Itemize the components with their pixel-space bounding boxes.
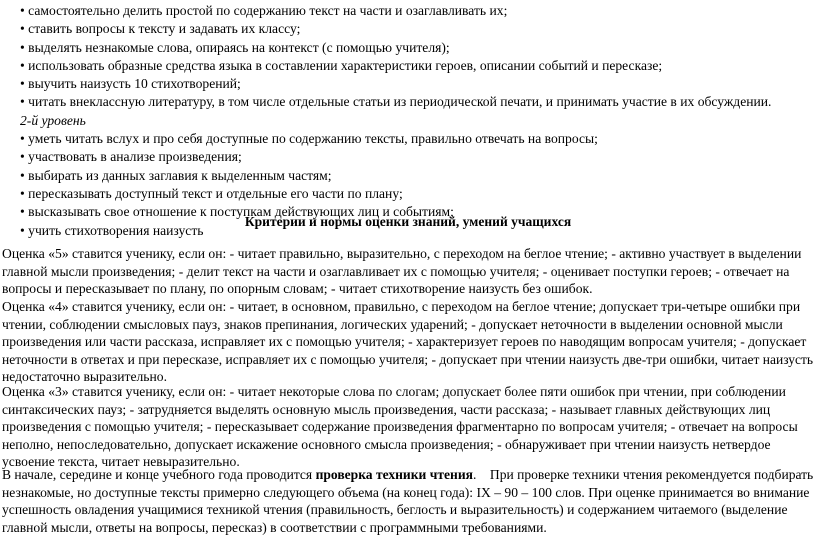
paragraph-line: Оценка «3» ставится ученику, если он: - читает некоторые слова по слогам; допускает более пяти ошибок при чтении, при соблюдении <box>2 384 786 399</box>
list-item: • учить стихотворения наизусть <box>20 222 204 238</box>
list-item: • выбирать из данных заглавия к выделенным частям; <box>20 167 332 183</box>
grade-5-paragraph <box>2 245 814 298</box>
list-item: • выучить наизусть 10 стихотворений; <box>20 76 241 92</box>
paragraph-line: главной мысли, ответы на вопросы, пересказ) в соответствии с программными требованиями. <box>2 519 547 535</box>
paragraph-line: произведения или части рассказа, исправляет их с помощью учителя; - характеризует героев по наводящим вопросам учителя; - допускает <box>2 334 807 350</box>
grade-3-paragraph <box>2 383 814 471</box>
paragraph-line: синтаксических пауз; - затрудняется выделять основную мысль произведения, части рассказа; - называет главных действующих лиц <box>2 401 771 417</box>
paragraph-line: главной мысли произведения; - делит текст на части и озаглавливает их с помощью учителя; - оценивает поступки героев; - отвечает на <box>2 263 790 279</box>
list-item: • самостоятельно делить простой по содержанию текст на части и озаглавливать их; <box>20 3 508 18</box>
paragraph-line: чтении, соблюдении смысловых пауз, знаков препинания, логических ударений; - допускает неточности в выделении основной мысли <box>2 316 783 332</box>
list-item: • пересказывать доступный текст и отдельные его части по плану; <box>20 185 403 201</box>
paragraph-line: незнакомые, но доступные тексты примерно следующего объема (на конец года): IX – 90 – 100 слов. При оценке принимается во внимание <box>2 484 810 500</box>
paragraph-rest: . При проверке техники чтения рекомендуется подбирать <box>473 467 814 482</box>
list-item: • выделять незнакомые слова, опираясь на контекст (с помощью учителя); <box>20 39 450 55</box>
skills-list <box>20 2 810 240</box>
paragraph-line: неточности в ответах и при пересказе, исправляет их с помощью учителя; - допускает при чтении наизусть две-три ошибки, читает наизусть <box>2 351 814 367</box>
paragraph-line: недостаточно выразительно. <box>2 369 167 385</box>
list-item: • высказывать свое отношение к поступкам действующих лиц и событиям; <box>20 204 454 220</box>
list-item: • читать внеклассную литературу, в том числе отдельные статьи из периодической печати, и принимать участие в их обсуждении. <box>20 94 772 110</box>
level-label: 2-й уровень <box>20 112 86 128</box>
paragraph-line <box>2 466 814 484</box>
list-item: • использовать образные средства языка в составлении характеристики героев, описании событий и пересказе; <box>20 57 663 73</box>
list-item: • участвовать в анализе произведения; <box>20 149 242 165</box>
list-item: • ставить вопросы к тексту и задавать их классу; <box>20 21 301 37</box>
paragraph-line: вопросы и пересказывает по плану, по опорным словам; - читает стихотворение наизусть без ошибок. <box>2 281 593 297</box>
paragraph-intro: В начале, середине и конце учебного года проводится <box>2 467 316 482</box>
grade-4-paragraph <box>2 298 814 386</box>
list-item: • уметь читать вслух и про себя доступные по содержанию тексты, правильно отвечать на вопросы; <box>20 131 598 147</box>
paragraph-line: неполно, непоследовательно, допускает искажение основного смысла произведения; - обнаруживает при чтении наизусть нетвердое <box>2 436 771 452</box>
reading-check-paragraph <box>2 466 814 536</box>
paragraph-line: усвоение текста, читает невыразительно. <box>2 454 240 470</box>
paragraph-line: успешность овладения учащимися техникой чтения (правильность, беглость и выразительность) и содержанием читаемого (выделение <box>2 502 788 518</box>
paragraph-line: Оценка «5» ставится ученику, если он: - читает правильно, выразительно, с переходом на беглое чтение; - активно участвует в выделении <box>2 246 802 261</box>
paragraph-line: произведения с помощью учителя; - пересказывает содержание произведения фрагментарно по вопросам учителя; - отвечает на вопросы <box>2 419 798 435</box>
paragraph-line: Оценка «4» ставится ученику, если он: - читает, в основном, правильно, с переходом на беглое чтение; допускает три-четыре ошибки при <box>2 299 801 314</box>
section-heading: Критерии и нормы оценки знаний, умений учащихся <box>244 214 572 229</box>
bold-term: проверка техники чтения <box>315 467 473 482</box>
